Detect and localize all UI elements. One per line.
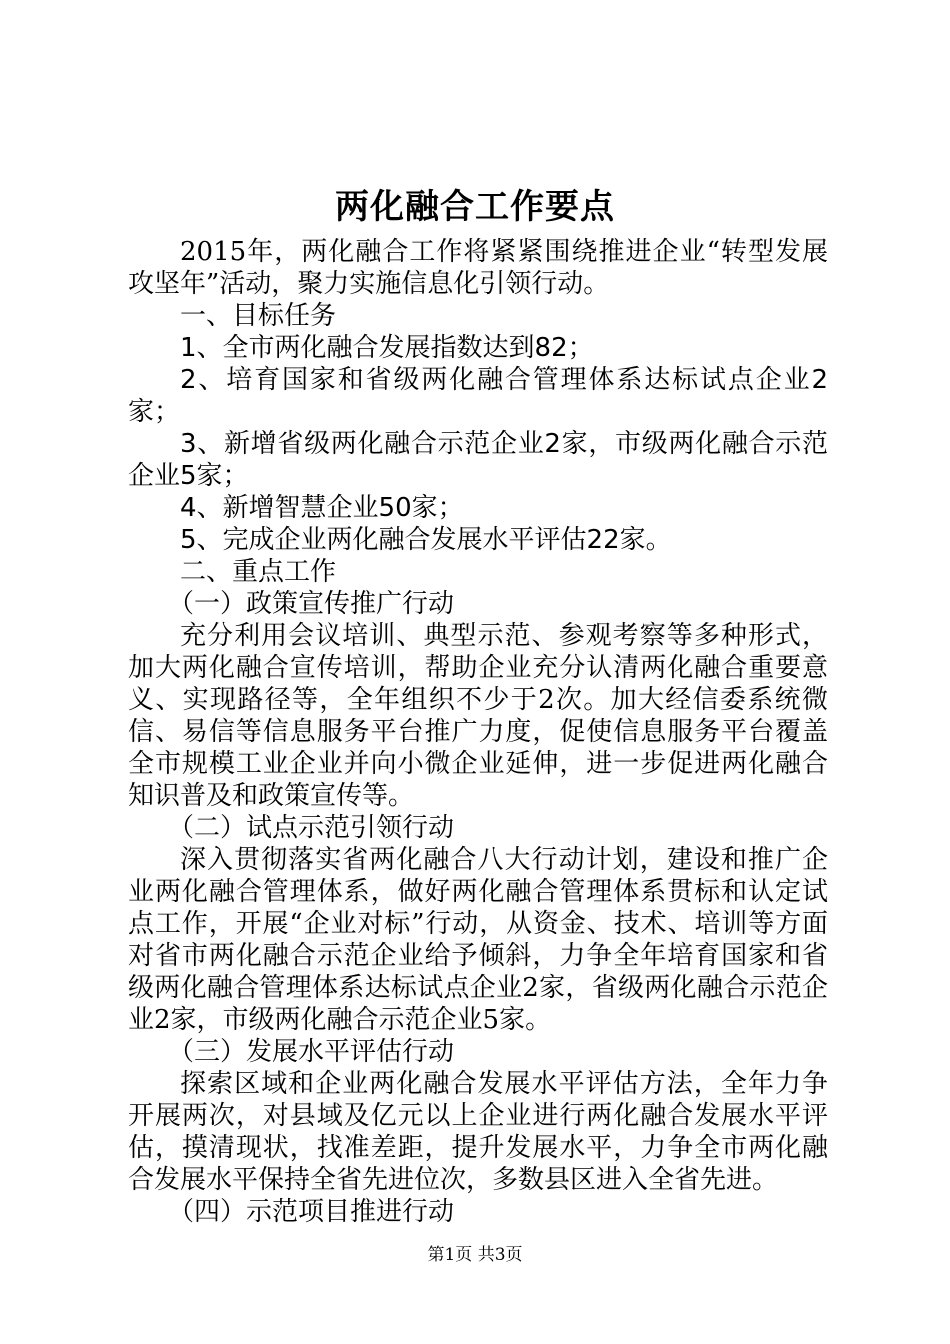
page-footer: 第1页 共3页 xyxy=(427,1245,523,1265)
subsection-body-3: 探索区域和企业两化融合发展水平评估方法，全年力争开展两次，对县域及亿元以上企业进行两化融合发展水平评估，摸清现状，找准差距，提升发展水平，力争全市两化融合发展水平保持全省先进位次，多数县区进入全省先进。 xyxy=(128,1069,828,1195)
target-item-4: 4、新增智慧企业50家； xyxy=(180,493,464,523)
subsection-body-1: 充分利用会议培训、典型示范、参观考察等多种形式，加大两化融合宣传培训，帮助企业充分认清两化融合重要意义、实现路径等，全年组织不少于2次。加大经信委系统微信、易信等信息服务平台推广力度，促使信息服务平台覆盖全市规模工业企业并向小微企业延伸，进一步促进两化融合知识普及和政策宣传等。 xyxy=(128,621,828,811)
target-item-3: 3、新增省级两化融合示范企业2家，市级两化融合示范企业5家； xyxy=(128,429,828,491)
subsection-heading-4: （四）示范项目推进行动 xyxy=(168,1197,455,1227)
document-title: 两化融合工作要点 xyxy=(335,187,615,227)
section-heading-targets: 一、目标任务 xyxy=(180,301,337,331)
target-item-2: 2、培育国家和省级两化融合管理体系达标试点企业2家； xyxy=(128,365,828,427)
subsection-body-2: 深入贯彻落实省两化融合八大行动计划，建设和推广企业两化融合管理体系，做好两化融合管理体系贯标和认定试点工作，开展“企业对标”行动，从资金、技术、培训等方面对省市两化融合示范企业给予倾斜，力争全年培育国家和省级两化融合管理体系达标试点企业2家，省级两化融合示范企业2家，市级两化融合示范企业5家。 xyxy=(128,845,828,1035)
subsection-heading-1: （一）政策宣传推广行动 xyxy=(168,589,455,619)
subsection-heading-3: （三）发展水平评估行动 xyxy=(168,1037,455,1067)
intro-paragraph: 2015年，两化融合工作将紧紧围绕推进企业“转型发展攻坚年”活动，聚力实施信息化引领行动。 xyxy=(128,237,828,299)
target-item-1: 1、全市两化融合发展指数达到82； xyxy=(180,333,594,363)
section-heading-key-work: 二、重点工作 xyxy=(180,557,337,587)
document-body xyxy=(128,236,828,1228)
target-item-5: 5、完成企业两化融合发展水平评估22家。 xyxy=(180,525,672,555)
subsection-heading-2: （二）试点示范引领行动 xyxy=(168,813,455,843)
